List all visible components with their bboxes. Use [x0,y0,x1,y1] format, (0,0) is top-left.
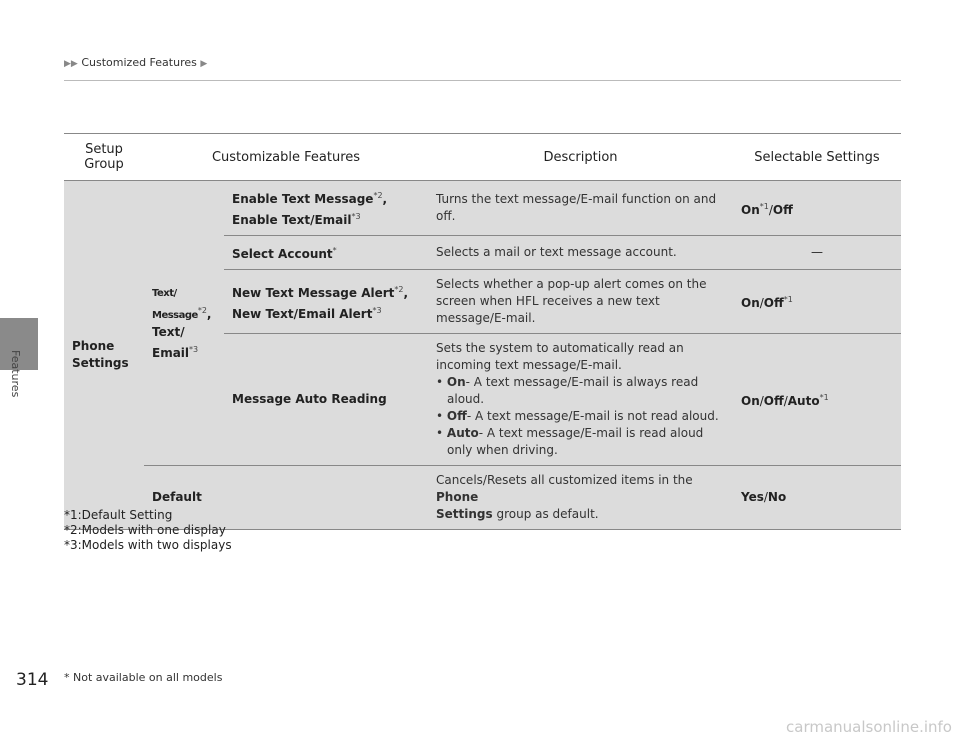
table-row [64,181,901,236]
feature-select-account: Select Account* [224,236,428,270]
list-item: • Auto- A text message/E-mail is read aloud only when driving. [436,426,704,457]
page-number: 314 [16,670,49,690]
selectable-cell: — [733,236,901,270]
selectable-cell: On/Off$^{*1}$ [733,270,901,334]
section-side-label: Features [9,350,22,398]
page-footnote: * Not available on all models [64,671,223,684]
breadcrumb-arrow-icon: ▶▶ [64,59,78,69]
feature-new-text-message-alert: New Text Message Alert$^{*2}$, New Text/Email Alert$^{*3}$ [224,270,428,334]
header-description: Description [428,134,733,181]
feature-default: Default [144,466,428,530]
list-item: • On- A text message/E-mail is always read aloud. [436,375,699,406]
footnote-one-display: *2:Models with one display [64,523,226,537]
selectable-cell: On$^{*1}$/Off [733,181,901,236]
footnote-default-setting: *1:Default Setting [64,508,173,522]
breadcrumb [64,56,207,69]
selectable-cell: Yes/No [733,466,901,530]
table-footnotes [64,508,232,553]
selectable-cell: On/Off/Auto$^{*1}$ [733,334,901,466]
subgroup-cell: Text/ Message$^{*2}$, Text/ Email$^{*3}$ [144,181,224,466]
description-cell: Cancels/Resets all customized items in the Phone Settings group as default. [428,466,733,530]
table-header-row [64,134,901,181]
description-cell: Sets the system to automatically read an incoming text message/E-mail. • On- A text message/E-mail is always read aloud. • Off- A text message/E-mail is not read aloud. • Auto- A text message/E-mail is read aloud only when driving. [428,334,733,466]
breadcrumb-label: Customized Features [81,56,197,69]
breadcrumb-arrow-icon: ▶ [200,59,208,69]
description-cell: Selects a mail or text message account. [428,236,733,270]
feature-enable-text-message: Enable Text Message$^{*2}$, Enable Text/Email$^{*3}$ [224,181,428,236]
description-cell: Selects whether a pop-up alert comes on the screen when HFL receives a new text message/E-mail. [428,270,733,334]
header-divider [64,80,901,81]
header-setup-group: Setup Group [64,134,144,181]
footnote-two-displays: *3:Models with two displays [64,538,232,552]
feature-message-auto-reading: Message Auto Reading [224,334,428,466]
setup-group-cell: Phone Settings [64,181,144,530]
description-cell: Turns the text message/E-mail function on and off. [428,181,733,236]
settings-table [64,133,901,530]
list-item: • Off- A text message/E-mail is not read aloud. [436,409,719,423]
watermark: carmanualsonline.info [786,718,952,736]
header-customizable-features: Customizable Features [144,134,428,181]
header-selectable-settings: Selectable Settings [733,134,901,181]
